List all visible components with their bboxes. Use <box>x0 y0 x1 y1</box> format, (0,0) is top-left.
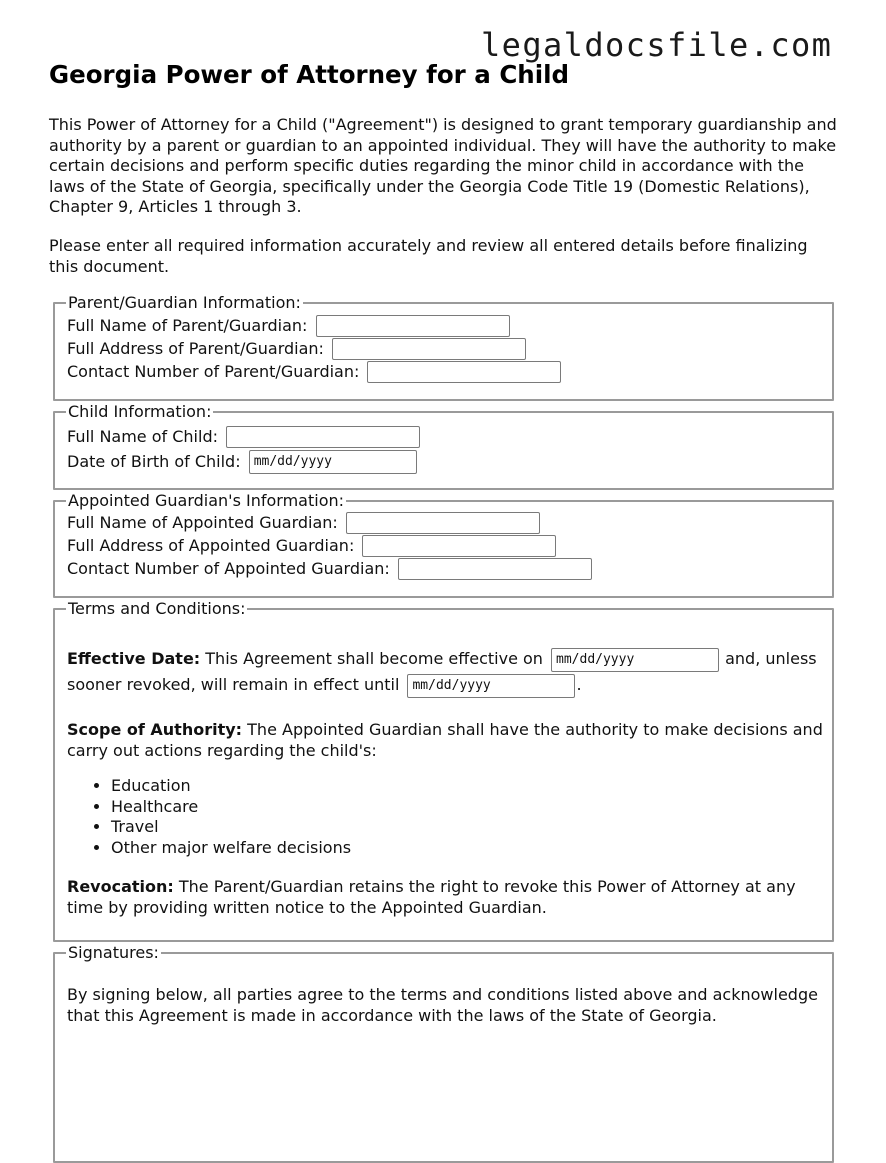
terms-section <box>53 599 834 942</box>
list-item: • Travel <box>111 817 832 838</box>
appointed-address-label: Full Address of Appointed Guardian: <box>67 536 355 555</box>
parent-name-row <box>67 313 832 336</box>
appointed-address-row <box>67 533 832 556</box>
appointed-guardian-legend: Appointed Guardian's Information: <box>68 491 345 510</box>
effective-date-paragraph <box>67 646 832 698</box>
parent-name-input[interactable] <box>316 315 510 337</box>
signatures-text: By signing below, all parties agree to the terms and conditions listed above and acknowledge that this Agreement is made in accordance with the laws of the State of Georgia. <box>67 985 818 1025</box>
list-item: • Healthcare <box>111 797 832 818</box>
revocation-heading: Revocation: <box>67 877 174 897</box>
scope-paragraph <box>67 719 832 761</box>
child-legend: Child Information: <box>68 402 212 421</box>
appointed-contact-label: Contact Number of Appointed Guardian: <box>67 559 390 578</box>
parent-address-row <box>67 336 832 359</box>
child-name-input[interactable] <box>226 426 420 448</box>
effective-text-1: This Agreement shall become effective on <box>205 649 543 668</box>
appointed-guardian-section <box>53 491 834 598</box>
scope-heading: Scope of Authority: <box>67 720 243 739</box>
appointed-name-row <box>67 510 832 533</box>
watermark: legaldocsfile.com <box>481 26 833 64</box>
appointed-name-label: Full Name of Appointed Guardian: <box>67 513 338 532</box>
list-item: • Other major welfare decisions <box>111 838 832 859</box>
instructions-paragraph: Please enter all required information accurately and review all entered details before finalizing this document. <box>49 236 808 276</box>
child-dob-row <box>67 449 832 472</box>
parent-guardian-legend: Parent/Guardian Information: <box>68 293 301 312</box>
end-date-input[interactable] <box>407 674 575 698</box>
terms-legend: Terms and Conditions: <box>68 599 246 618</box>
appointed-contact-row <box>67 556 832 579</box>
parent-contact-row <box>67 359 832 382</box>
intro-paragraph: This Power of Attorney for a Child ("Agreement") is designed to grant temporary guardianship and authority by a parent or guardian to an appointed individual. They will have the authority to make certain decisions and perform specific duties regarding the minor child in accordance with the laws of the State of Georgia, specifically under the Georgia Code Title 19 (Domestic Relations), Chapter 9, Articles 1 through 3. <box>49 115 837 217</box>
parent-address-label: Full Address of Parent/Guardian: <box>67 339 324 358</box>
effective-date-input[interactable] <box>551 648 719 672</box>
signatures-section <box>53 943 834 1163</box>
parent-guardian-section <box>53 293 834 401</box>
child-name-row <box>67 424 832 447</box>
list-item: • Education <box>111 776 832 797</box>
signatures-legend: Signatures: <box>68 943 159 962</box>
child-name-label: Full Name of Child: <box>67 427 218 446</box>
appointed-contact-input[interactable] <box>398 558 592 580</box>
effective-text-3: . <box>576 675 582 694</box>
parent-contact-input[interactable] <box>367 361 561 383</box>
effective-text-2: and, unless sooner revoked, will remain in effect until <box>67 649 817 694</box>
revocation-text: The Parent/Guardian retains the right to revoke this Power of Attorney at any time by providing written notice to the Appointed Guardian. <box>67 877 796 918</box>
parent-address-input[interactable] <box>332 338 526 360</box>
revocation-paragraph <box>67 876 832 918</box>
scope-text: The Appointed Guardian shall have the authority to make decisions and carry out actions regarding the child's: <box>67 720 823 760</box>
parent-contact-label: Contact Number of Parent/Guardian: <box>67 362 360 381</box>
parent-name-label: Full Name of Parent/Guardian: <box>67 316 308 335</box>
appointed-name-input[interactable] <box>346 512 540 534</box>
page-title: Georgia Power of Attorney for a Child <box>49 60 570 89</box>
scope-list <box>67 776 832 858</box>
child-section <box>53 402 834 490</box>
child-dob-label: Date of Birth of Child: <box>67 452 241 471</box>
effective-date-heading: Effective Date: <box>67 649 201 668</box>
child-dob-input[interactable] <box>249 450 417 474</box>
appointed-address-input[interactable] <box>362 535 556 557</box>
